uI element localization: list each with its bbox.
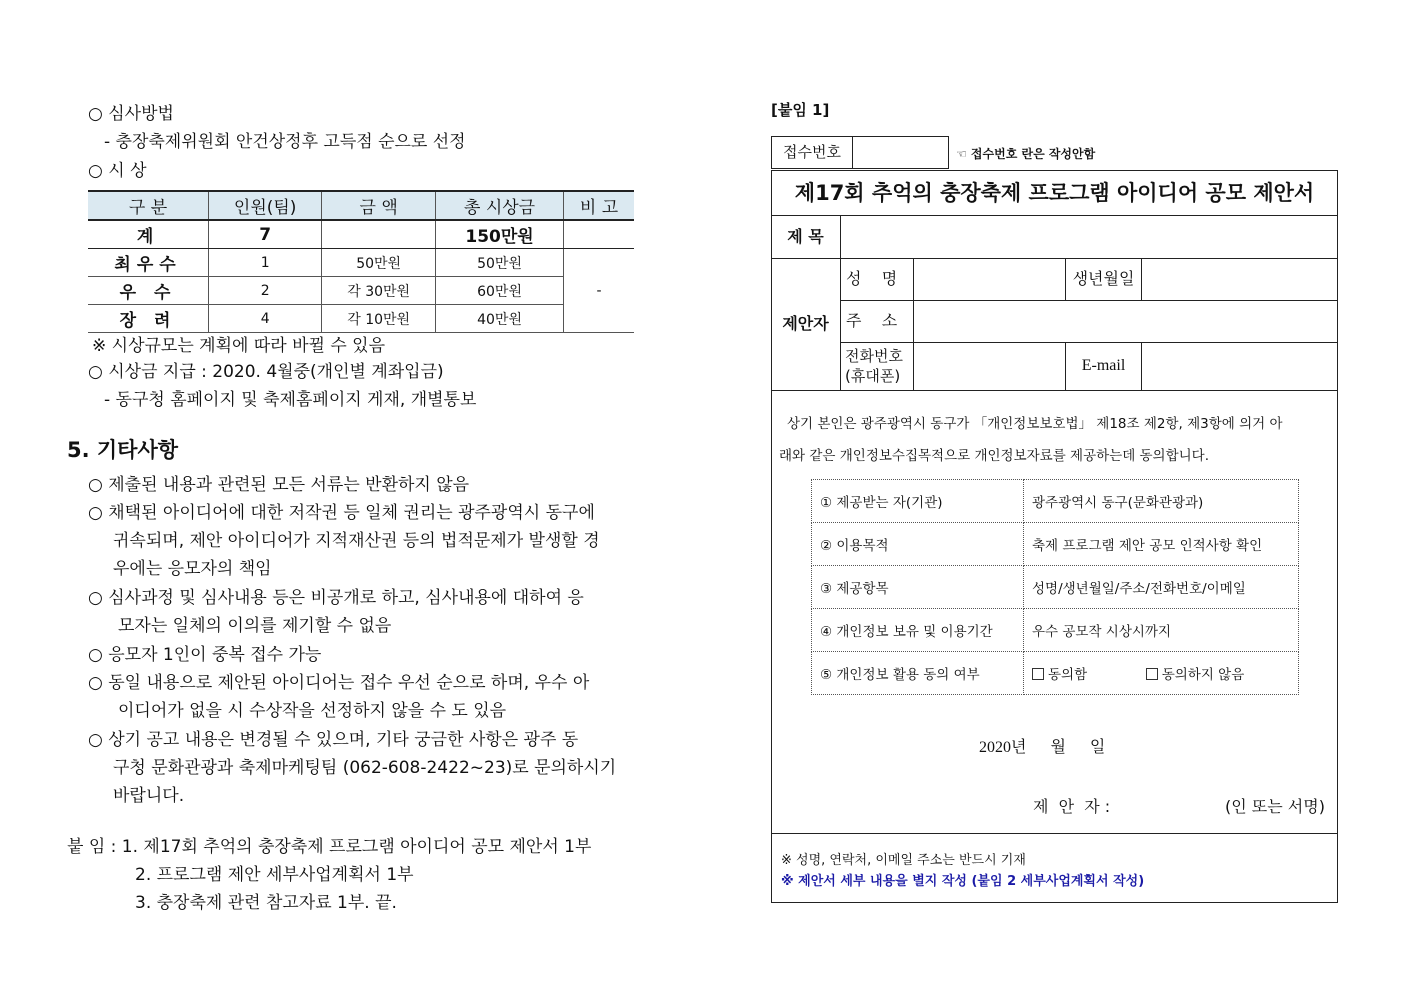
phone-label-line1: 전화번호 xyxy=(845,347,903,365)
birth-label: 생년월일 xyxy=(1066,259,1142,301)
agree-label: 동의함 xyxy=(1048,667,1088,683)
sign-note: (인 또는 서명) xyxy=(1225,797,1325,816)
consent-row xyxy=(812,566,1299,609)
award-category: 장 려 xyxy=(88,305,209,333)
list-item: ○ 심사과정 및 심사내용 등은 비공개로 하고, 심사내용에 대하여 응 xyxy=(88,588,584,608)
attachment-item: 붙 임 : 1. 제17회 추억의 충장축제 프로그램 아이디어 공모 제안서 1부 xyxy=(67,837,592,857)
list-item: 이디어가 없을 시 수상작을 선정하지 않을 수 도 있음 xyxy=(118,701,507,721)
section5-title: 5. 기타사항 xyxy=(67,438,179,462)
award-sum: 50만원 xyxy=(436,249,564,277)
disagree-checkbox[interactable] xyxy=(1146,668,1158,680)
list-item: ○ 시 상 xyxy=(88,161,147,181)
award-amount: 50만원 xyxy=(322,249,436,277)
consent-table xyxy=(811,479,1299,695)
award-note: - xyxy=(564,249,634,333)
award-header-amount: 금 액 xyxy=(322,191,436,220)
address-field[interactable] xyxy=(914,301,1338,343)
award-total-count: 7 xyxy=(209,220,322,249)
list-item: ○ 응모자 1인이 중복 접수 가능 xyxy=(88,645,322,665)
award-total-sum: 150만원 xyxy=(436,220,564,249)
receipt-note: ☜ 접수번호 란은 작성안함 xyxy=(956,147,1096,161)
award-row xyxy=(88,305,634,333)
list-item: 바랍니다. xyxy=(113,786,185,806)
consent-item-value: 성명/생년월일/주소/전화번호/이메일 xyxy=(1024,566,1299,609)
award-sum: 60만원 xyxy=(436,277,564,305)
consent-item-label: ③ 제공항목 xyxy=(812,566,1024,609)
consent-row xyxy=(812,480,1299,523)
receipt-label: 접수번호 xyxy=(771,136,853,169)
email-label: E-mail xyxy=(1066,343,1142,391)
award-header-note: 비 고 xyxy=(564,191,634,220)
list-item: ○ 동일 내용으로 제안된 아이디어는 접수 우선 순으로 하며, 우수 아 xyxy=(88,673,590,693)
consent-item-label: ④ 개인정보 보유 및 이용기간 xyxy=(812,609,1024,652)
proposer-sign-label: 제 안 자 : xyxy=(1033,797,1111,816)
award-total-label: 계 xyxy=(88,220,209,249)
birth-field[interactable] xyxy=(1142,259,1338,301)
footnote-attachment: ※ 제안서 세부 내용을 별지 작성 (붙임 2 세부사업계획서 작성) xyxy=(781,874,1145,889)
consent-item-value: 우수 공모작 시상시까지 xyxy=(1024,609,1299,652)
list-item: 구청 문화관광과 축제마케팅팀 (062-608-2422~23)로 문의하시기 xyxy=(113,758,617,778)
consent-text-line1: 상기 본인은 광주광역시 동구가 「개인정보보호법」 제18조 제2항, 제3항에 의거 아 xyxy=(787,416,1283,432)
award-count: 4 xyxy=(209,305,322,333)
award-category: 최우수 xyxy=(88,249,209,277)
name-field[interactable] xyxy=(914,259,1066,301)
award-amount: 각 10만원 xyxy=(322,305,436,333)
award-sum: 40만원 xyxy=(436,305,564,333)
consent-row xyxy=(812,609,1299,652)
footnote-divider xyxy=(771,833,1338,834)
phone-label xyxy=(841,343,914,391)
consent-item-label: ① 제공받는 자(기관) xyxy=(812,480,1024,523)
email-field[interactable] xyxy=(1142,343,1338,391)
award-header-total: 총 시상금 xyxy=(436,191,564,220)
list-item: 우에는 응모자의 책임 xyxy=(113,559,272,579)
date-line: 2020년 월 일 xyxy=(979,739,1106,756)
award-count: 2 xyxy=(209,277,322,305)
disagree-option[interactable] xyxy=(1146,667,1245,683)
agree-checkbox[interactable] xyxy=(1032,668,1044,680)
award-row xyxy=(88,249,634,277)
footnote-required: ※ 성명, 연락처, 이메일 주소는 반드시 기재 xyxy=(781,853,1026,868)
attachment-label: [붙임 1] xyxy=(771,101,830,119)
list-item: ○ 채택된 아이디어에 대한 저작권 등 일체 권리는 광주광역시 동구에 xyxy=(88,503,595,523)
list-item: ○ 제출된 내용과 관련된 모든 서류는 반환하지 않음 xyxy=(88,475,470,495)
proposer-label: 제안자 xyxy=(771,259,841,391)
award-total-note xyxy=(564,220,634,249)
award-header-row xyxy=(88,191,634,220)
award-total-row xyxy=(88,220,634,249)
subject-field[interactable] xyxy=(841,216,1338,259)
phone-label-line2: (휴대폰) xyxy=(845,367,901,385)
award-category: 우 수 xyxy=(88,277,209,305)
form-title: 제17회 추억의 충장축제 프로그램 아이디어 공모 제안서 xyxy=(771,170,1338,216)
list-item: 귀속되며, 제안 아이디어가 지적재산권 등의 법적문제가 발생할 경 xyxy=(113,531,600,551)
disagree-label: 동의하지 않음 xyxy=(1161,667,1245,683)
list-item: - 충장축제위원회 안건상정후 고득점 순으로 선정 xyxy=(104,132,466,152)
address-label: 주 소 xyxy=(841,301,914,343)
consent-agreement-options xyxy=(1024,652,1299,695)
consent-item-value: 축제 프로그램 제안 공모 인적사항 확인 xyxy=(1024,523,1299,566)
consent-agreement-label: ⑤ 개인정보 활용 동의 여부 xyxy=(812,652,1024,695)
award-count: 1 xyxy=(209,249,322,277)
list-item: 모자는 일체의 이의를 제기할 수 없음 xyxy=(118,616,392,636)
award-total-amount xyxy=(322,220,436,249)
list-item: ※ 시상규모는 계획에 따라 바뀔 수 있음 xyxy=(92,336,385,356)
attachment-item: 2. 프로그램 제안 세부사업계획서 1부 xyxy=(135,865,414,885)
list-item: - 동구청 홈페이지 및 축제홈페이지 게재, 개별통보 xyxy=(104,390,477,410)
consent-item-value: 광주광역시 동구(문화관광과) xyxy=(1024,480,1299,523)
list-item: ○ 시상금 지급 : 2020. 4월중(개인별 계좌입금) xyxy=(88,362,444,382)
consent-row xyxy=(812,523,1299,566)
receipt-number-field[interactable] xyxy=(852,136,949,169)
list-item: ○ 심사방법 xyxy=(88,104,174,124)
award-header-count: 인원(팀) xyxy=(209,191,322,220)
list-item: ○ 상기 공고 내용은 변경될 수 있으며, 기타 궁금한 사항은 광주 동 xyxy=(88,730,579,750)
agree-option[interactable] xyxy=(1032,667,1087,683)
award-row xyxy=(88,277,634,305)
attachment-item: 3. 충장축제 관련 참고자료 1부. 끝. xyxy=(135,893,397,913)
consent-row xyxy=(812,652,1299,695)
award-table xyxy=(88,190,634,333)
consent-item-label: ② 이용목적 xyxy=(812,523,1024,566)
award-header-category: 구 분 xyxy=(88,191,209,220)
subject-label: 제 목 xyxy=(771,216,841,259)
name-label: 성 명 xyxy=(841,259,914,301)
consent-text-line2: 래와 같은 개인정보수집목적으로 개인정보자료를 제공하는데 동의합니다. xyxy=(779,448,1210,464)
award-amount: 각 30만원 xyxy=(322,277,436,305)
phone-field[interactable] xyxy=(914,343,1066,391)
